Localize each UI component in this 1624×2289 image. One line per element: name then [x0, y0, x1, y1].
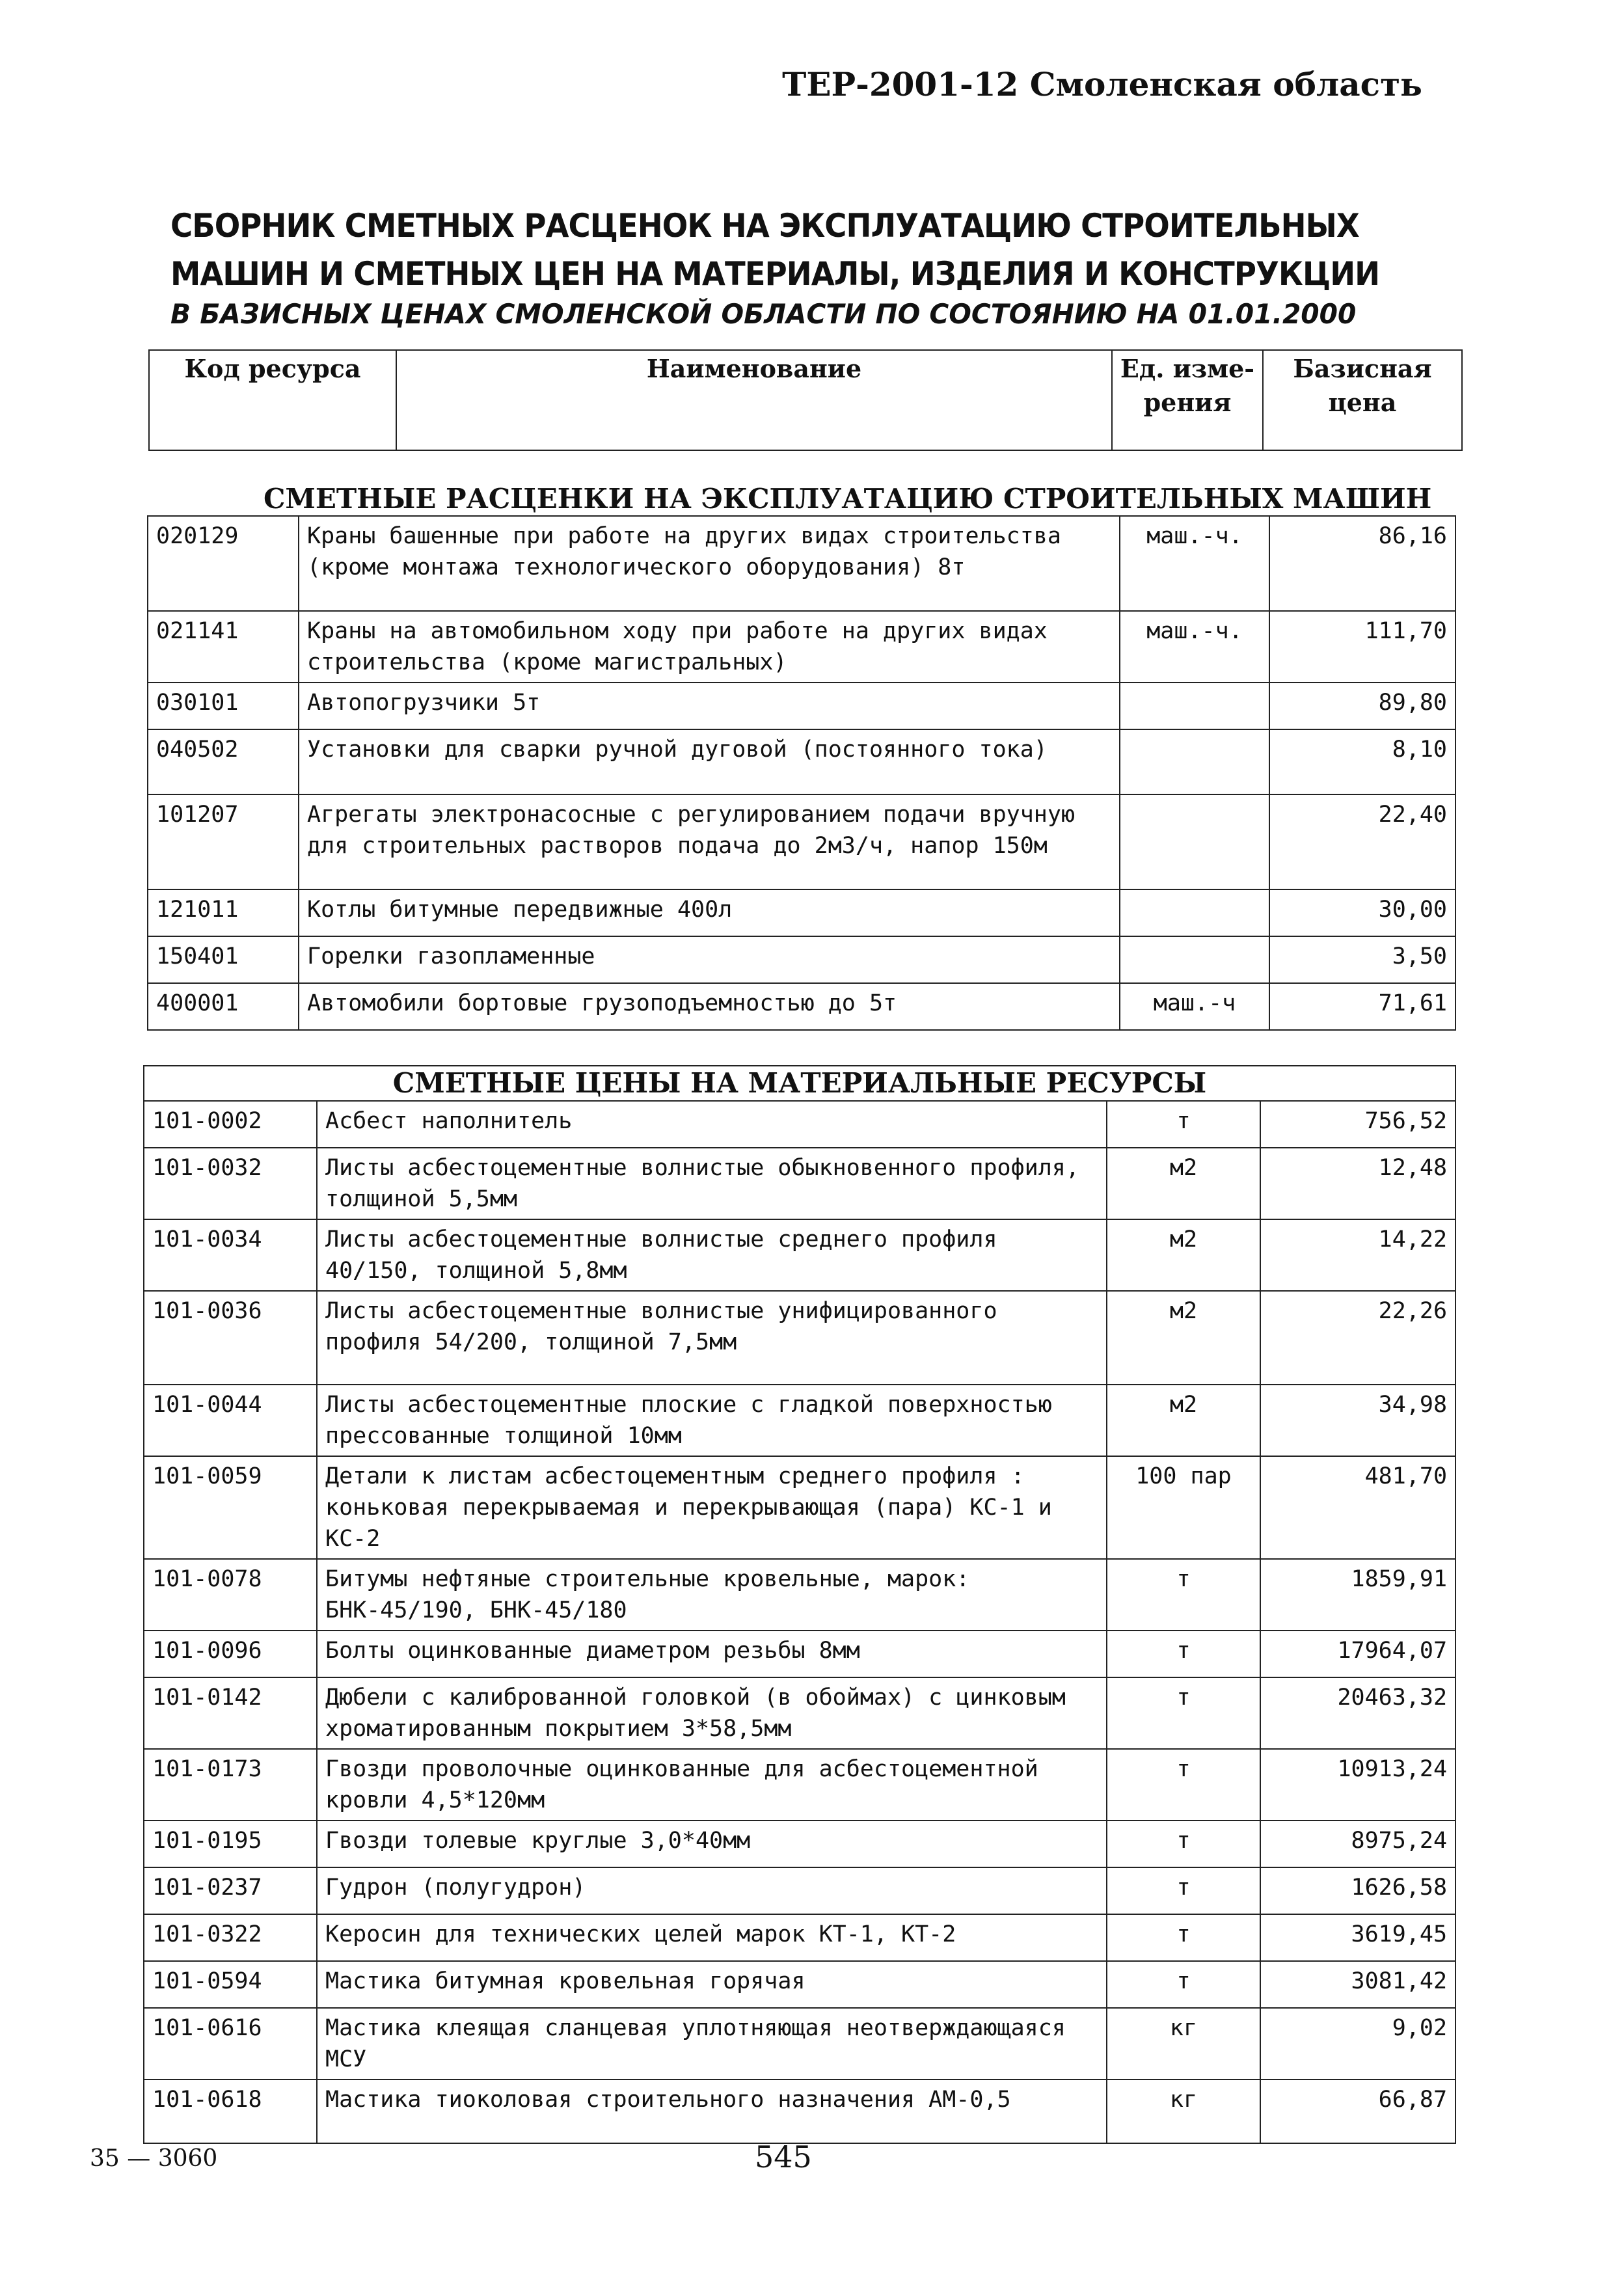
resource-code: 101-0616: [144, 2008, 317, 2079]
resource-name: Листы асбестоцементные волнистые унифицированного профиля 54/200, толщиной 7,5мм: [317, 1291, 1107, 1385]
base-price: 17964,07: [1260, 1631, 1455, 1677]
resource-name: Детали к листам асбестоцементным среднего профиля : коньковая перекрываемая и перекрывающая (пара) КС-1 и КС-2: [317, 1456, 1107, 1559]
column-header-table: [148, 349, 1463, 451]
resource-name: Краны башенные при работе на других видах строительства (кроме монтажа технологического оборудования) 8т: [299, 516, 1120, 611]
resource-code: 101-0002: [144, 1101, 317, 1148]
resource-name: Агрегаты электронасосные с регулированием подачи вручную для строительных растворов подача до 2м3/ч, напор 150м: [299, 794, 1120, 889]
resource-code: 101-0036: [144, 1291, 317, 1385]
unit-of-measure: [1120, 729, 1269, 794]
resource-code: 101-0078: [144, 1559, 317, 1631]
resource-code: 101-0044: [144, 1385, 317, 1456]
resource-name: Автопогрузчики 5т: [299, 683, 1120, 729]
table-row: [148, 729, 1455, 794]
table-row: [144, 1961, 1455, 2008]
table-row: [144, 2008, 1455, 2079]
unit-of-measure: 100 пар: [1107, 1456, 1260, 1559]
unit-of-measure: т: [1107, 1631, 1260, 1677]
base-price: 3619,45: [1260, 1914, 1455, 1961]
resource-code: 121011: [148, 889, 299, 936]
resource-name: Дюбели с калиброванной головкой (в обоймах) с цинковым хроматированным покрытием 3*58,5мм: [317, 1677, 1107, 1749]
base-price: 20463,32: [1260, 1677, 1455, 1749]
column-header-name: Наименование: [396, 350, 1112, 450]
base-price: 9,02: [1260, 2008, 1455, 2079]
resource-code: 101-0322: [144, 1914, 317, 1961]
page-number: 545: [755, 2139, 812, 2174]
materials-section-title: СМЕТНЫЕ ЦЕНЫ НА МАТЕРИАЛЬНЫЕ РЕСУРСЫ: [144, 1066, 1455, 1101]
base-price: 22,40: [1269, 794, 1455, 889]
base-price: 481,70: [1260, 1456, 1455, 1559]
resource-name: Мастика тиоколовая строительного назначения АМ-0,5: [317, 2079, 1107, 2143]
table-row: [148, 889, 1455, 936]
resource-name: Битумы нефтяные строительные кровельные, марок: БНК-45/190, БНК-45/180: [317, 1559, 1107, 1631]
resource-code: 030101: [148, 683, 299, 729]
base-price: 8975,24: [1260, 1821, 1455, 1867]
resource-name: Горелки газопламенные: [299, 936, 1120, 983]
base-price: 3,50: [1269, 936, 1455, 983]
base-price: 34,98: [1260, 1385, 1455, 1456]
resource-name: Мастика клеящая сланцевая уплотняющая неотверждающаяся МСУ: [317, 2008, 1107, 2079]
table-row: [148, 683, 1455, 729]
table-row: [144, 1867, 1455, 1914]
table-row: [148, 516, 1455, 611]
table-row: [144, 1291, 1455, 1385]
resource-code: 101-0195: [144, 1821, 317, 1867]
resource-code: 101-0096: [144, 1631, 317, 1677]
column-header-price: Базисная цена: [1263, 350, 1462, 450]
base-price: 14,22: [1260, 1219, 1455, 1291]
unit-of-measure: т: [1107, 1961, 1260, 2008]
unit-of-measure: м2: [1107, 1148, 1260, 1219]
unit-of-measure: маш.-ч.: [1120, 611, 1269, 683]
resource-name: Гвозди толевые круглые 3,0*40мм: [317, 1821, 1107, 1867]
resource-name: Котлы битумные передвижные 400л: [299, 889, 1120, 936]
table-row: [148, 611, 1455, 683]
table-row: [144, 1631, 1455, 1677]
resource-name: Керосин для технических целей марок КТ-1, КТ-2: [317, 1914, 1107, 1961]
resource-code: 101-0173: [144, 1749, 317, 1821]
base-price: 89,80: [1269, 683, 1455, 729]
base-price: 86,16: [1269, 516, 1455, 611]
table-row: [148, 794, 1455, 889]
resource-name: Болты оцинкованные диаметром резьбы 8мм: [317, 1631, 1107, 1677]
unit-of-measure: [1120, 936, 1269, 983]
table-row: [148, 936, 1455, 983]
resource-code: 101-0142: [144, 1677, 317, 1749]
base-price: 756,52: [1260, 1101, 1455, 1148]
unit-of-measure: [1120, 794, 1269, 889]
unit-of-measure: т: [1107, 1559, 1260, 1631]
unit-of-measure: т: [1107, 1914, 1260, 1961]
materials-table: [143, 1065, 1456, 2144]
table-row: [144, 1559, 1455, 1631]
table-row: [148, 983, 1455, 1030]
resource-code: 101-0618: [144, 2079, 317, 2143]
collection-title-line-2: МАШИН И СМЕТНЫХ ЦЕН НА МАТЕРИАЛЫ, ИЗДЕЛИЯ И КОНСТРУКЦИИ: [170, 255, 1380, 293]
base-price: 1859,91: [1260, 1559, 1455, 1631]
resource-name: Листы асбестоцементные плоские с гладкой поверхностью прессованные толщиной 10мм: [317, 1385, 1107, 1456]
resource-code: 040502: [148, 729, 299, 794]
base-price: 66,87: [1260, 2079, 1455, 2143]
resource-name: Асбест наполнитель: [317, 1101, 1107, 1148]
resource-code: 101-0059: [144, 1456, 317, 1559]
resource-name: Листы асбестоцементные волнистые обыкновенного профиля, толщиной 5,5мм: [317, 1148, 1107, 1219]
footer-print-code: 35 — 3060: [90, 2145, 218, 2172]
table-row: [144, 2079, 1455, 2143]
resource-name: Листы асбестоцементные волнистые среднего профиля 40/150, толщиной 5,8мм: [317, 1219, 1107, 1291]
resource-name: Установки для сварки ручной дуговой (постоянного тока): [299, 729, 1120, 794]
unit-of-measure: маш.-ч.: [1120, 516, 1269, 611]
resource-name: Мастика битумная кровельная горячая: [317, 1961, 1107, 2008]
document-title: ТЕР-2001-12 Смоленская область: [782, 65, 1422, 103]
base-price: 30,00: [1269, 889, 1455, 936]
base-price: 22,26: [1260, 1291, 1455, 1385]
machines-section-title: СМЕТНЫЕ РАСЦЕНКИ НА ЭКСПЛУАТАЦИЮ СТРОИТЕЛЬНЫХ МАШИН: [264, 483, 1432, 515]
collection-title-line-1: СБОРНИК СМЕТНЫХ РАСЦЕНОК НА ЭКСПЛУАТАЦИЮ СТРОИТЕЛЬНЫХ: [170, 207, 1359, 245]
base-price: 8,10: [1269, 729, 1455, 794]
resource-name: Гвозди проволочные оцинкованные для асбестоцементной кровли 4,5*120мм: [317, 1749, 1107, 1821]
table-row: [144, 1914, 1455, 1961]
resource-code: 400001: [148, 983, 299, 1030]
unit-of-measure: т: [1107, 1749, 1260, 1821]
unit-of-measure: м2: [1107, 1219, 1260, 1291]
unit-of-measure: [1120, 683, 1269, 729]
unit-of-measure: т: [1107, 1101, 1260, 1148]
machines-table: [147, 515, 1456, 1031]
base-price: 12,48: [1260, 1148, 1455, 1219]
base-price: 111,70: [1269, 611, 1455, 683]
table-row: [144, 1456, 1455, 1559]
resource-code: 101-0034: [144, 1219, 317, 1291]
resource-code: 021141: [148, 611, 299, 683]
base-price: 3081,42: [1260, 1961, 1455, 2008]
resource-code: 101-0594: [144, 1961, 317, 2008]
resource-code: 150401: [148, 936, 299, 983]
table-row: [144, 1101, 1455, 1148]
resource-name: Краны на автомобильном ходу при работе на других видах строительства (кроме магистральных): [299, 611, 1120, 683]
unit-of-measure: т: [1107, 1821, 1260, 1867]
unit-of-measure: кг: [1107, 2008, 1260, 2079]
collection-subtitle: В БАЗИСНЫХ ЦЕНАХ СМОЛЕНСКОЙ ОБЛАСТИ ПО СОСТОЯНИЮ НА 01.01.2000: [170, 298, 1357, 330]
resource-code: 101-0032: [144, 1148, 317, 1219]
table-row: [144, 1385, 1455, 1456]
resource-code: 101207: [148, 794, 299, 889]
table-row: [144, 1821, 1455, 1867]
unit-of-measure: т: [1107, 1677, 1260, 1749]
resource-name: Гудрон (полугудрон): [317, 1867, 1107, 1914]
unit-of-measure: м2: [1107, 1291, 1260, 1385]
table-row: [144, 1677, 1455, 1749]
unit-of-measure: [1120, 889, 1269, 936]
base-price: 1626,58: [1260, 1867, 1455, 1914]
base-price: 10913,24: [1260, 1749, 1455, 1821]
resource-code: 101-0237: [144, 1867, 317, 1914]
column-header-code: Код ресурса: [149, 350, 396, 450]
resource-name: Автомобили бортовые грузоподъемностью до 5т: [299, 983, 1120, 1030]
table-row: [144, 1219, 1455, 1291]
unit-of-measure: кг: [1107, 2079, 1260, 2143]
column-header-unit: Ед. изме-рения: [1112, 350, 1263, 450]
resource-code: 020129: [148, 516, 299, 611]
table-row: [144, 1148, 1455, 1219]
unit-of-measure: т: [1107, 1867, 1260, 1914]
table-row: [144, 1749, 1455, 1821]
base-price: 71,61: [1269, 983, 1455, 1030]
unit-of-measure: м2: [1107, 1385, 1260, 1456]
unit-of-measure: маш.-ч: [1120, 983, 1269, 1030]
